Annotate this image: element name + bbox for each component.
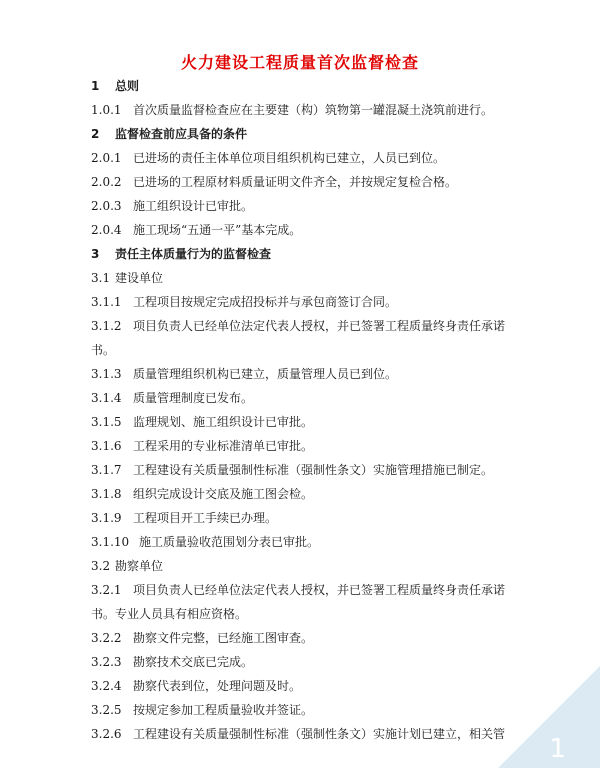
clause-text: 首次质量监督检查应在主要建（构）筑物第一罐混凝土浇筑前进行。 — [133, 103, 494, 117]
clause-2-0-2 — [91, 174, 531, 190]
section-number: 2 — [91, 127, 100, 141]
clause-number: 3.1.9 — [91, 511, 122, 525]
clause-3-1-7 — [91, 462, 531, 478]
clause-text: 施工质量验收范围划分表已审批。 — [139, 535, 320, 549]
clause-text: 项目负责人已经单位法定代表人授权，并已签署工程质量终身责任承诺书。专业人员具有相应资格。 — [91, 583, 506, 621]
clause-text: 已进场的责任主体单位项目组织机构已建立，人员已到位。 — [133, 151, 446, 165]
section-number: 1 — [91, 79, 100, 93]
section-title: 监督检查前应具备的条件 — [115, 127, 248, 141]
clause-number: 3.2.1 — [91, 583, 122, 597]
clause-number: 3.2.3 — [91, 655, 122, 669]
clause-3-1-8 — [91, 486, 531, 502]
section-title: 总则 — [115, 79, 140, 93]
section-heading-1 — [91, 78, 531, 94]
clause-text: 勘察代表到位，处理问题及时。 — [133, 679, 302, 693]
clause-text: 已进场的工程原材料质量证明文件齐全，并按规定复检合格。 — [133, 175, 458, 189]
clause-text: 施工组织设计已审批。 — [133, 199, 254, 213]
clause-3-1-9 — [91, 510, 531, 526]
clause-3-2-3 — [91, 654, 531, 670]
page-number: 1 — [549, 734, 566, 764]
clause-number: 3.2.6 — [91, 727, 122, 741]
clause-2-0-1 — [91, 150, 531, 166]
clause-text: 项目负责人已经单位法定代表人授权，并已签署工程质量终身责任承诺书。 — [91, 319, 506, 357]
clause-number: 3.1.1 — [91, 295, 122, 309]
clause-number: 3.1.8 — [91, 487, 122, 501]
clause-3-1-6 — [91, 438, 531, 454]
clause-number: 1.0.1 — [91, 103, 122, 117]
clause-text: 监理规划、施工组织设计已审批。 — [133, 415, 314, 429]
clause-text: 工程建设有关质量强制性标准（强制性条文）实施管理措施已制定。 — [133, 463, 494, 477]
clause-text: 质量管理制度已发布。 — [133, 391, 254, 405]
clause-3-1-10 — [91, 534, 531, 550]
clause-2-0-3 — [91, 198, 531, 214]
clause-text: 工程采用的专业标准清单已审批。 — [133, 439, 314, 453]
clause-number: 3.1.10 — [91, 535, 130, 549]
clause-number: 3.1.3 — [91, 367, 122, 381]
section-number: 3 — [91, 247, 100, 261]
clause-3-2-5 — [91, 702, 531, 718]
clause-3-1-5 — [91, 414, 531, 430]
clause-text: 工程项目按规定完成招投标并与承包商签订合同。 — [133, 295, 398, 309]
section-title: 责任主体质量行为的监督检查 — [115, 247, 272, 261]
clause-number: 3.1.5 — [91, 415, 122, 429]
clause-number: 3.2.2 — [91, 631, 122, 645]
clause-3-2-2 — [91, 630, 531, 646]
clause-text: 勘察技术交底已完成。 — [133, 655, 254, 669]
clause-3-2-1 — [91, 578, 523, 626]
clause-number: 3.1.6 — [91, 439, 122, 453]
clause-text: 按规定参加工程质量验收并签证。 — [133, 703, 314, 717]
clause-number: 2.0.3 — [91, 199, 122, 213]
clause-number: 2.0.4 — [91, 223, 122, 237]
subsection-3-1 — [91, 270, 531, 286]
clause-number: 3.1.2 — [91, 319, 122, 333]
clause-3-1-3 — [91, 366, 531, 382]
clause-number: 2.0.1 — [91, 151, 122, 165]
clause-number: 2.0.2 — [91, 175, 122, 189]
clause-3-2-4 — [91, 678, 531, 694]
clause-text: 质量管理组织机构已建立，质量管理人员已到位。 — [133, 367, 398, 381]
clause-3-2-6 — [91, 726, 531, 742]
clause-text: 工程项目开工手续已办理。 — [133, 511, 278, 525]
subsection-title: 建设单位 — [115, 271, 164, 285]
section-heading-3 — [91, 246, 531, 262]
document-title: 火力建设工程质量首次监督检查 — [180, 53, 419, 72]
section-heading-2 — [91, 126, 531, 142]
clause-number: 3.2.4 — [91, 679, 122, 693]
clause-number: 3.1.7 — [91, 463, 122, 477]
clause-text: 勘察文件完整，已经施工图审查。 — [133, 631, 314, 645]
subsection-title: 勘察单位 — [115, 559, 164, 573]
clause-text: 组织完成设计交底及施工图会检。 — [133, 487, 314, 501]
clause-text: 施工现场“五通一平”基本完成。 — [133, 223, 302, 237]
clause-number: 3.1.4 — [91, 391, 122, 405]
clause-3-1-2 — [91, 314, 523, 362]
subsection-number: 3.1 — [91, 271, 111, 285]
subsection-3-2 — [91, 558, 531, 574]
clause-text: 工程建设有关质量强制性标准（强制性条文）实施计划已建立，相关管 — [133, 727, 506, 741]
clause-3-1-1 — [91, 294, 531, 310]
clause-1-0-1 — [91, 102, 531, 118]
subsection-number: 3.2 — [91, 559, 111, 573]
clause-2-0-4 — [91, 222, 531, 238]
clause-number: 3.2.5 — [91, 703, 122, 717]
clause-3-1-4 — [91, 390, 531, 406]
